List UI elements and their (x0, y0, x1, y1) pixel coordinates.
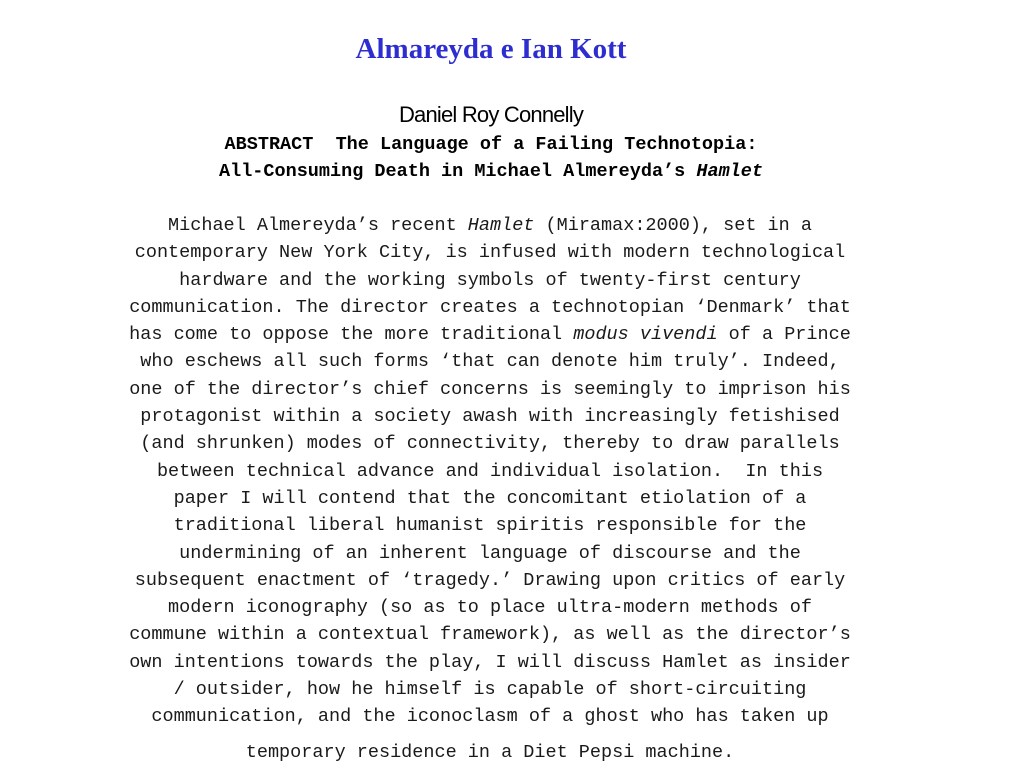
abstract-line: temporary residence in a Diet Pepsi machine. (245, 741, 735, 763)
author-name: Daniel Roy Connelly (398, 102, 584, 127)
abstract-line: undermining of an inherent language of discourse and the (179, 542, 801, 564)
abstract-line-text: Michael Almereyda’s recent (168, 215, 468, 236)
modus-vivendi-italic: modus vivendi (573, 324, 718, 346)
abstract-line: (and shrunken) modes of connectivity, thereby to draw parallels (140, 433, 840, 455)
abstract-line-text: of a Prince (717, 324, 851, 346)
abstract-heading-line-2-text: All-Consuming Death in Michael Almereyda’s (218, 161, 697, 182)
hamlet-title-italic: Hamlet (696, 161, 763, 182)
abstract-heading (0, 131, 982, 185)
abstract-line-text: has come to oppose the more traditional (129, 324, 574, 346)
hamlet-title-italic: Hamlet (467, 215, 535, 236)
abstract-line: traditional liberal humanist spiritis responsible for the (173, 515, 807, 537)
abstract-line: modern iconography (so as to place ultra-modern methods of (168, 597, 812, 619)
abstract-line: hardware and the working symbols of twenty-first century (179, 269, 801, 291)
abstract-line: subsequent enactment of ‘tragedy.’ Drawing upon critics of early (134, 569, 846, 591)
abstract-line-text: (Miramax:2000), set in a (534, 215, 812, 236)
abstract-line: protagonist within a society awash with increasingly fetishised (140, 406, 840, 428)
abstract-line: between technical advance and individual isolation. In this (156, 460, 824, 482)
abstract-line: paper I will contend that the concomitant etiolation of a (173, 487, 807, 509)
abstract-line (30, 212, 950, 239)
abstract-line: who eschews all such forms ‘that can denote him truly’. Indeed, (140, 351, 840, 373)
abstract-line: communication. The director creates a technotopian ‘Denmark’ that (129, 296, 851, 318)
abstract-line: one of the director’s chief concerns is seemingly to imprison his (129, 378, 851, 400)
abstract-heading-line-2 (0, 158, 982, 185)
abstract-body (30, 212, 950, 766)
abstract-line: contemporary New York City, is infused with modern technological (134, 242, 846, 264)
abstract-heading-line-1: ABSTRACT The Language of a Failing Technotopia: (224, 134, 758, 155)
abstract-line: own intentions towards the play, I will discuss Hamlet as insider (129, 651, 851, 673)
abstract-line: commune within a contextual framework), as well as the director’s (129, 624, 851, 646)
abstract-line (30, 321, 950, 348)
abstract-line: / outsider, how he himself is capable of short-circuiting (173, 679, 807, 701)
abstract-line: communication, and the iconoclasm of a ghost who has taken up (151, 706, 829, 728)
slide-title: Almareyda e Ian Kott (355, 33, 627, 65)
